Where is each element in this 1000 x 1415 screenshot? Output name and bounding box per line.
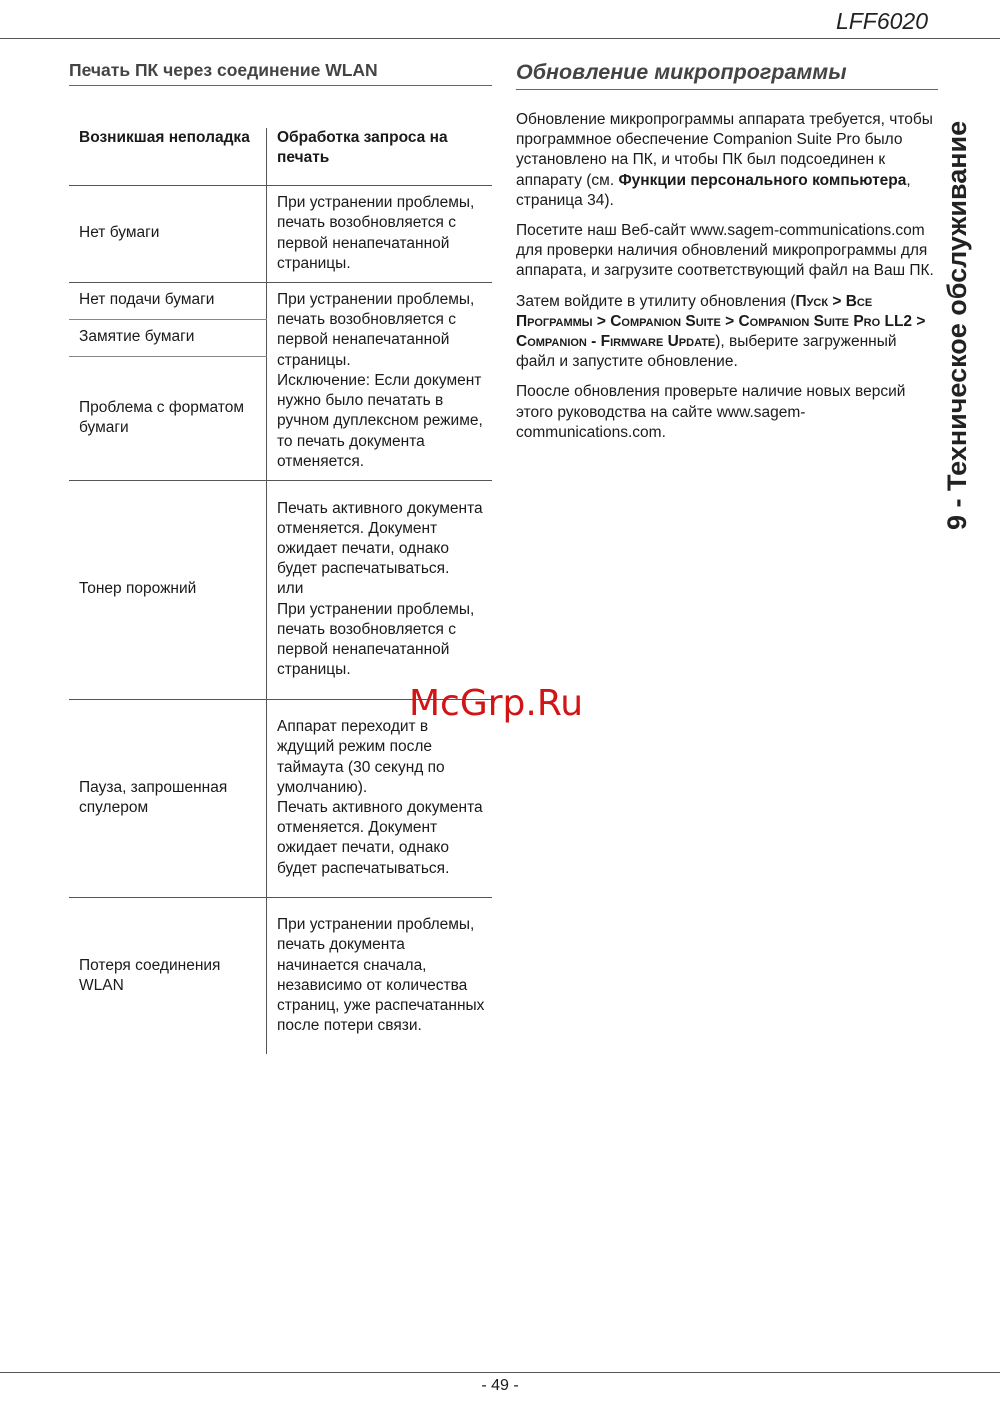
model-name: LFF6020 bbox=[835, 8, 928, 34]
cell-problem: Нет подачи бумаги bbox=[69, 282, 267, 319]
cell-handling: При устранении проблемы, печать возобновляется с первой ненапечатанной страницы. Исключение: Если документ нужно было печатать в ручном дуплексном режиме, то печать документа отменяется. bbox=[267, 282, 493, 480]
p1-tail: , страница 34). bbox=[516, 171, 911, 209]
header-handling: Обработка запроса на печать bbox=[267, 128, 493, 185]
p3-tail: ), выберите загруженный файл и запустите обновление. bbox=[516, 333, 897, 371]
footer-rule bbox=[0, 1372, 1000, 1373]
cell-problem: Потеря соединения WLAN bbox=[69, 897, 267, 1054]
cell-problem: Проблема с форматом бумаги bbox=[69, 356, 267, 480]
table-row bbox=[69, 185, 492, 282]
table-row bbox=[69, 282, 492, 319]
table-row bbox=[69, 480, 492, 699]
section-title: Печать ПК через соединение WLAN bbox=[69, 60, 492, 86]
cell-handling: Аппарат переходит в ждущий режим после таймаута (30 секунд по умолчанию). Печать активного документа отменяется. Документ ожидает печати, однако будет распечатываться. bbox=[267, 699, 493, 897]
header-problem: Возникшая неполадка bbox=[69, 128, 267, 185]
firmware-paragraph-4: Поосле обновления проверьте наличие новых версий этого руководства на сайте www.sagem-communications.com. bbox=[516, 383, 906, 441]
header-rule bbox=[0, 38, 1000, 39]
cell-problem: Тонер порожний bbox=[69, 480, 267, 699]
table-row bbox=[69, 699, 492, 897]
cell-handling: При устранении проблемы, печать возобновляется с первой ненапечатанной страницы. bbox=[267, 185, 493, 282]
p1-text: Обновление микропрограммы аппарата требуется, чтобы программное обеспечение Companion Suite Pro было установлено на ПК, и чтобы ПК был подсоединен к аппарату (см. bbox=[516, 111, 933, 189]
cell-problem: Пауза, запрошенная спулером bbox=[69, 699, 267, 897]
cell-problem: Нет бумаги bbox=[69, 185, 267, 282]
left-column bbox=[69, 60, 492, 1054]
watermark: McGrp.Ru bbox=[409, 683, 584, 724]
p1-reference: Функции персонального компьютера bbox=[618, 171, 907, 189]
cell-handling: Печать активного документа отменяется. Документ ожидает печати, однако будет распечатываться. или При устранении проблемы, печать возобновляется с первой ненапечатанной страницы. bbox=[267, 480, 493, 699]
firmware-paragraph-1 bbox=[516, 110, 938, 211]
firmware-section-title: Обновление микропрограммы bbox=[516, 60, 938, 90]
firmware-paragraph-2: Посетите наш Веб-сайт www.sagem-communications.com для проверки наличия обновлений микропрограммы для аппарата, и загрузите соответствующий файл на Ваш ПК. bbox=[516, 222, 934, 280]
cell-handling: При устранении проблемы, печать документа начинается сначала, независимо от количества страниц, уже распечатанных после потери связи. bbox=[277, 916, 485, 1035]
firmware-paragraph-3 bbox=[516, 292, 938, 373]
menu-path: Пуск > Все Программы > Companion Suite > Companion Suite Pro LL2 > Companion - Firmware Update bbox=[516, 292, 926, 351]
table-row bbox=[69, 897, 492, 1054]
troubleshooting-table bbox=[69, 128, 492, 1054]
right-column bbox=[516, 60, 938, 453]
p3-text: Затем войдите в утилиту обновления ( bbox=[516, 292, 796, 310]
page-number: - 49 - bbox=[481, 1377, 519, 1394]
table-header-row bbox=[69, 128, 492, 185]
chapter-tab: 9 - Техническое обслуживание bbox=[942, 120, 972, 530]
cell-problem: Замятие бумаги bbox=[69, 319, 267, 356]
